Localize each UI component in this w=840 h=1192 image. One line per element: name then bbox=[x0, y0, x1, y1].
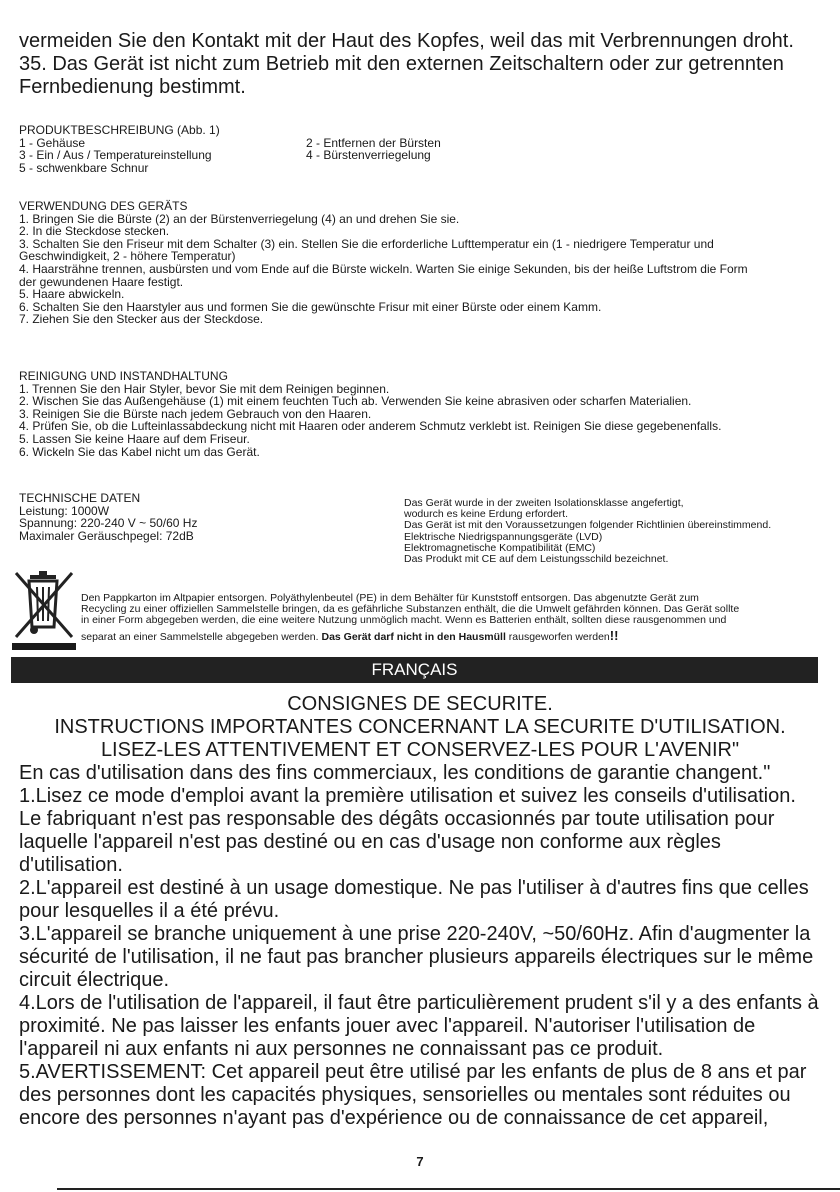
text-line: Fernbedienung bestimmt. bbox=[19, 76, 246, 98]
language-section-bar: FRANÇAIS bbox=[11, 657, 818, 683]
text-line: En cas d'utilisation dans des fins commerciaux, les conditions de garantie changent." bbox=[19, 762, 771, 784]
recycling-text bbox=[81, 593, 816, 643]
part-label: 1 - Gehäuse bbox=[19, 135, 86, 150]
page-title: CONSIGNES DE SECURITE. bbox=[287, 693, 553, 715]
spec-line: Spannung: 220-240 V ~ 50/60 Hz bbox=[19, 516, 198, 531]
product-description bbox=[19, 124, 819, 174]
section-heading: TECHNISCHE DATEN bbox=[19, 491, 141, 505]
text-line: 1.Lisez ce mode d'emploi avant la première utilisation et suivez les conseils d'utilisation. bbox=[19, 785, 796, 807]
compliance-note bbox=[404, 498, 814, 565]
recycling-line: Recycling zu einer offiziellen Sammelstelle bringen, da es gefährliche Substanzen enthält, die die Umwelt gefährden können. Das Gerät sollte bbox=[81, 603, 740, 616]
part-label: 2 - Entfernen der Bürsten bbox=[306, 135, 441, 150]
recycling-line bbox=[81, 627, 816, 643]
usage-section bbox=[19, 200, 819, 326]
list-item: 3. Schalten Sie den Friseur mit dem Schalter (3) ein. Stellen Sie die erforderliche Lufttemperatur ein (1 - niedrigere Temperatur und bbox=[19, 236, 714, 251]
compliance-line: Das Gerät ist mit den Voraussetzungen folgender Richtlinien übereinstimmend. bbox=[404, 519, 772, 532]
compliance-line: Das Gerät wurde in der zweiten Isolationsklasse angefertigt, bbox=[404, 497, 684, 509]
weee-bin-icon bbox=[10, 567, 78, 643]
spec-line: Maximaler Geräuschpegel: 72dB bbox=[19, 528, 194, 543]
recycling-line: in einer Form abgegeben werden, die eine weitere Nutzung unmöglich macht. Wenn es Batterien enthält, sollten diese rausgenommen und bbox=[81, 614, 727, 627]
exclamation-marks: !! bbox=[609, 627, 619, 643]
recycling-line: Den Pappkarton im Altpapier entsorgen. Polyäthylenbeutel (PE) in dem Behälter für Kunststoff entsorgen. Das abgenutzte Gerät zum bbox=[81, 592, 699, 604]
text-line: laquelle l'appareil n'est pas destiné ou en cas d'usage non conforme aux règles bbox=[19, 831, 721, 853]
description-row bbox=[19, 162, 819, 175]
list-item: 2. In die Steckdose stecken. bbox=[19, 224, 170, 239]
text-line: des personnes dont les capacités physiques, sensorielles ou mentales sont réduites ou bbox=[19, 1084, 791, 1106]
part-label: 5 - schwenkbare Schnur bbox=[19, 160, 149, 175]
page-number: 7 bbox=[416, 1154, 424, 1169]
text-line: 4.Lors de l'utilisation de l'appareil, il faut être particulièrement prudent s'il y a des enfants à bbox=[19, 992, 819, 1014]
list-item: 7. Ziehen Sie den Stecker aus der Steckdose. bbox=[19, 312, 264, 327]
top-paragraph bbox=[19, 30, 819, 99]
text-line: vermeiden Sie den Kontakt mit der Haut des Kopfes, weil das mit Verbrennungen droht. bbox=[19, 30, 794, 52]
text-line: encore des personnes n'ayant pas d'expérience ou de connaissance de cet appareil, bbox=[19, 1107, 769, 1129]
technical-data bbox=[19, 492, 389, 542]
list-item: 6. Wickeln Sie das Kabel nicht um das Gerät. bbox=[19, 444, 260, 459]
text-line: circuit électrique. bbox=[19, 969, 170, 991]
list-item: 4. Prüfen Sie, ob die Lufteinlassabdeckung nicht mit Haaren oder anderem Schmutz verklebt ist. Reinigen Sie diese gegebenenfalls. bbox=[19, 419, 722, 434]
spec-line: Leistung: 1000W bbox=[19, 503, 110, 518]
section-heading: VERWENDUNG DES GERÄTS bbox=[19, 199, 188, 213]
divider-bar bbox=[12, 643, 76, 650]
subtitle: LISEZ-LES ATTENTIVEMENT ET CONSERVEZ-LES POUR L'AVENIR" bbox=[100, 739, 740, 761]
compliance-line: Das Produkt mit CE auf dem Leistungsschild bezeichnet. bbox=[404, 553, 669, 566]
list-item: der gewundenen Haare festigt. bbox=[19, 274, 184, 289]
list-item: 5. Haare abwickeln. bbox=[19, 287, 125, 302]
text-line: 2.L'appareil est destiné à un usage domestique. Ne pas l'utiliser à d'autres fins que celles bbox=[19, 877, 809, 899]
recycling-text-end: rausgeworfen werden bbox=[508, 630, 610, 643]
list-item: 4. Haarsträhne trennen, ausbürsten und vom Ende auf die Bürste wickeln. Warten Sie einige Sekunden, bis der heiße Luftstrom die Form bbox=[19, 261, 748, 276]
list-item: Geschwindigkeit, 2 - höhere Temperatur) bbox=[19, 249, 236, 264]
cleaning-section bbox=[19, 370, 819, 458]
french-body bbox=[19, 762, 819, 1130]
compliance-line: wodurch es keine Erdung erfordert. bbox=[404, 508, 569, 521]
list-item: 5. Lassen Sie keine Haare auf dem Friseur. bbox=[19, 431, 250, 446]
compliance-line: Elektrische Niedrigspannungsgeräte (LVD) bbox=[404, 530, 603, 543]
recycling-warning: Das Gerät darf nicht in den Hausmüll bbox=[321, 630, 506, 643]
section-heading: PRODUKTBESCHREIBUNG (Abb. 1) bbox=[19, 123, 220, 137]
text-line: 3.L'appareil se branche uniquement à une prise 220-240V, ~50/60Hz. Afin d'augmenter la bbox=[19, 923, 811, 945]
footer-rule bbox=[57, 1188, 840, 1190]
text-line: 35. Das Gerät ist nicht zum Betrieb mit den externen Zeitschaltern oder zur getrennten bbox=[19, 53, 784, 75]
text-line: 5.AVERTISSEMENT: Cet appareil peut être utilisé par les enfants de plus de 8 ans et par bbox=[19, 1061, 807, 1083]
recycling-text-start: separat an einer Sammelstelle abgegeben werden. bbox=[81, 630, 319, 643]
text-line: l'appareil ni aux enfants ni aux personnes ne connaissant pas ce produit. bbox=[19, 1038, 664, 1060]
section-heading: REINIGUNG UND INSTANDHALTUNG bbox=[19, 369, 228, 383]
list-item: 2. Wischen Sie das Außengehäuse (1) mit einem feuchten Tuch ab. Verwenden Sie keine abrasiven oder scharfen Materialien. bbox=[19, 394, 692, 409]
compliance-line: Elektromagnetische Kompatibilität (EMC) bbox=[404, 541, 596, 554]
list-item: 1. Trennen Sie den Hair Styler, bevor Sie mit dem Reinigen beginnen. bbox=[19, 381, 390, 396]
text-line: d'utilisation. bbox=[19, 854, 123, 876]
part-label: 4 - Bürstenverriegelung bbox=[306, 148, 431, 163]
list-item: 1. Bringen Sie die Bürste (2) an der Bürstenverriegelung (4) an und drehen Sie sie. bbox=[19, 211, 460, 226]
subtitle: INSTRUCTIONS IMPORTANTES CONCERNANT LA SECURITE D'UTILISATION. bbox=[54, 716, 786, 738]
text-line: proximité. Ne pas laisser les enfants jouer avec l'appareil. N'autoriser l'utilisation de bbox=[19, 1015, 756, 1037]
list-item: 6. Schalten Sie den Haarstyler aus und formen Sie die gewünschte Frisur mit einer Bürste oder einem Kamm. bbox=[19, 299, 602, 314]
text-line: sécurité de l'utilisation, il ne faut pas brancher plusieurs appareils électriques sur le même bbox=[19, 946, 814, 968]
description-row bbox=[19, 149, 819, 162]
part-label: 3 - Ein / Aus / Temperatureinstellung bbox=[19, 148, 212, 163]
list-item: 3. Reinigen Sie die Bürste nach jedem Gebrauch von den Haaren. bbox=[19, 406, 372, 421]
text-line: pour lesquelles il a été prévu. bbox=[19, 900, 280, 922]
text-line: Le fabriquant n'est pas responsable des dégâts occasionnés par toute utilisation pour bbox=[19, 808, 775, 830]
